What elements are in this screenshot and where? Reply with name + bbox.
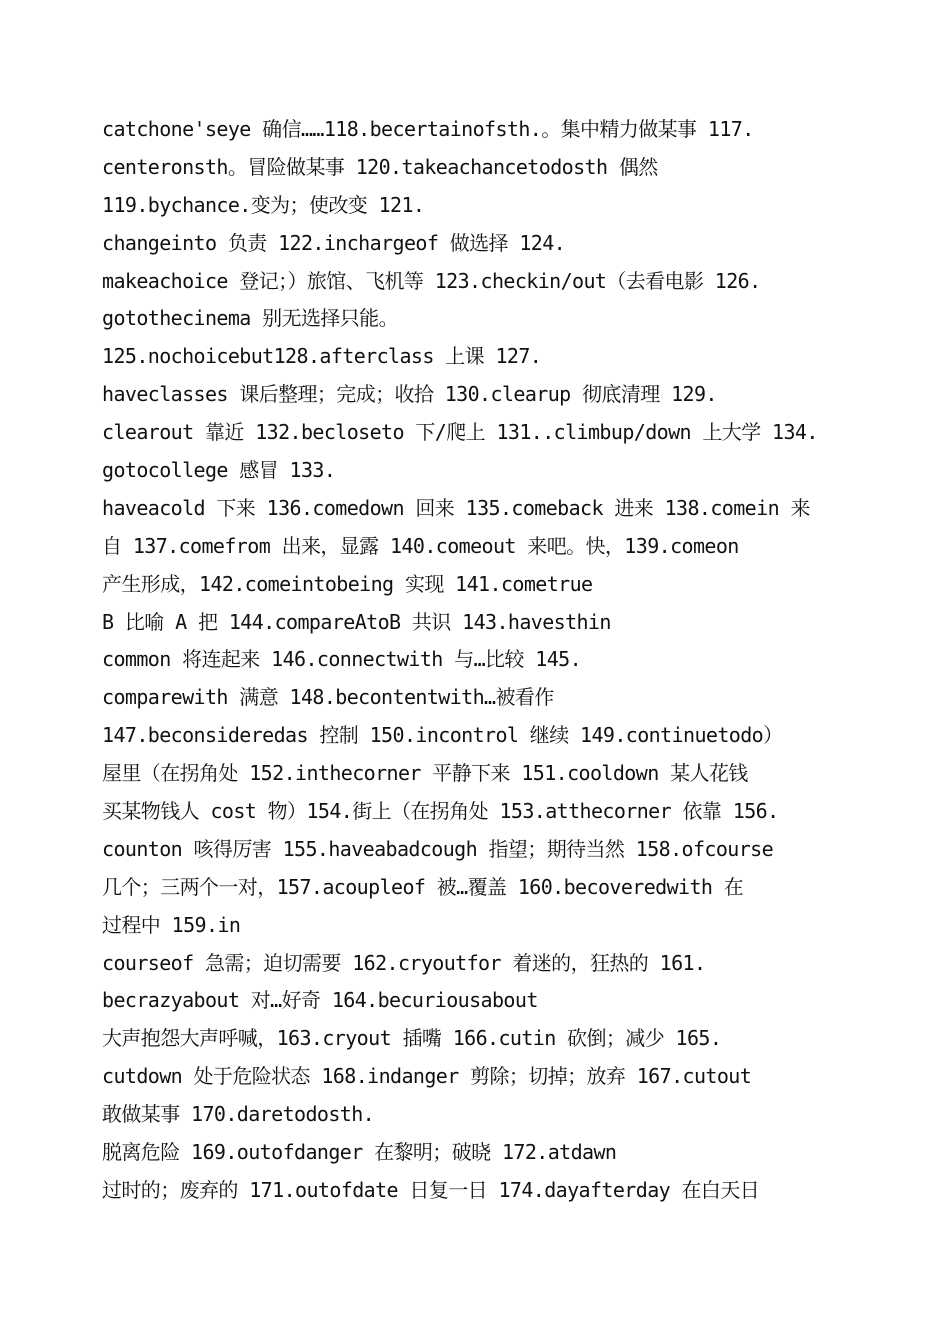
text-line: becrazyabout 对…好奇 164.becuriousabout [102, 988, 538, 1013]
text-line: 产生形成，142.comeintobeing 实现 141.cometrue [102, 571, 593, 596]
text-line: 大声抱怨大声呼喊，163.cryout 插嘴 166.cutin 砍倒；减少 165. [102, 1026, 722, 1051]
text-line: 几个；三两个一对，157.acoupleof 被…覆盖 160.becoveredwith 在 [102, 874, 744, 899]
vocabulary-text-block [102, 111, 882, 1210]
text-line: makeachoice 登记；）旅馆、飞机等 123.checkin/out（去看电影 126. [102, 268, 761, 293]
text-line: gotothecinema 别无选择只能。 [102, 306, 398, 331]
text-line: 119.bychance.变为；使改变 121. [102, 192, 425, 217]
text-line: 自 137.comefrom 出来，显露 140.comeout 来吧。快，139.comeon [102, 533, 739, 558]
text-line: haveacold 下来 136.comedown 回来 135.comeback 进来 138.comein 来 [102, 495, 810, 520]
text-line: courseof 急需；迫切需要 162.cryoutfor 着迷的，狂热的 161. [102, 950, 706, 975]
text-line: centeronsth。冒险做某事 120.takeachancetodosth 偶然 [102, 154, 658, 179]
text-line: comparewith 满意 148.becontentwith…被看作 [102, 685, 554, 710]
text-line: counton 咳得厉害 155.haveabadcough 指望；期待当然 158.ofcourse [102, 836, 774, 861]
text-line: 过程中 159.in [102, 912, 241, 937]
text-line: gotocollege 感冒 133. [102, 458, 336, 483]
text-line: B 比喻 A 把 144.compareAtoB 共识 143.havesthin [102, 609, 611, 634]
text-line: 147.beconsideredas 控制 150.incontrol 继续 149.continuetodo） [102, 723, 783, 748]
text-line: common 将连起来 146.connectwith 与…比较 145. [102, 647, 582, 672]
text-line: 屋里（在拐角处 152.inthecorner 平静下来 151.cooldown 某人花钱 [102, 761, 748, 786]
text-line: catchone'seye 确信……118.becertainofsth.。集中精力做某事 117. [102, 117, 754, 141]
text-line: 过时的；废弃的 171.outofdate 日复一日 174.dayafterday 在白天日 [102, 1177, 760, 1202]
text-line: 买某物钱人 cost 物）154.街上（在拐角处 153.atthecorner 依靠 156. [102, 799, 779, 824]
text-line: changeinto 负责 122.inchargeof 做选择 124. [102, 230, 566, 255]
text-line: cutdown 处于危险状态 168.indanger 剪除；切掉；放弃 167.cutout [102, 1064, 752, 1089]
text-line: 敢做某事 170.daretodosth. [102, 1102, 375, 1127]
text-line: haveclasses 课后整理；完成；收拾 130.clearup 彻底清理 129. [102, 382, 717, 407]
text-line: 脱离危险 169.outofdanger 在黎明；破晓 172.atdawn [102, 1140, 617, 1165]
text-line: clearout 靠近 132.becloseto 下/爬上 131..climbup/down 上大学 134. [102, 420, 818, 445]
text-line: 125.nochoicebut128.afterclass 上课 127. [102, 344, 542, 369]
